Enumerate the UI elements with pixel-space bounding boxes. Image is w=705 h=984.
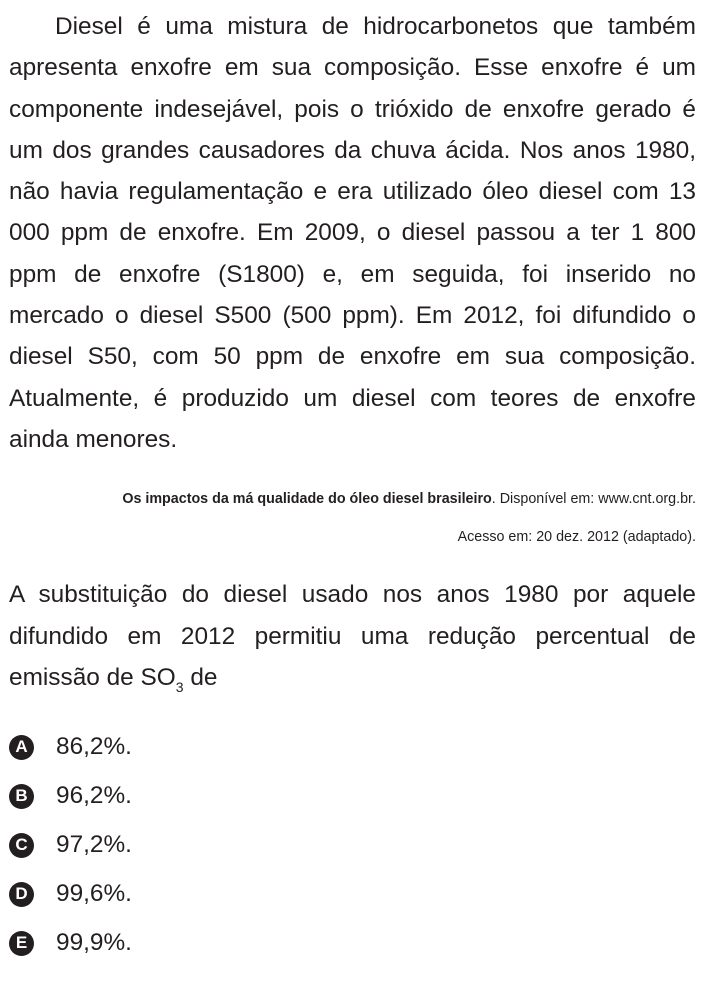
option-text: 99,9%. — [56, 929, 132, 957]
source-available: . Disponível em: www.cnt.org.br. — [491, 491, 696, 508]
option-text: 99,6%. — [56, 880, 132, 908]
option-text: 96,2%. — [56, 782, 132, 810]
question-text-end: de — [183, 663, 218, 691]
question-text: A substituição do diesel usado nos anos 1980 por aquele difundido em 2012 permitiu uma redução percentual de emissão de SO — [9, 581, 696, 691]
option-a[interactable] — [9, 723, 696, 772]
source-access: Acesso em: 20 dez. 2012 (adaptado). — [457, 529, 696, 546]
option-letter-badge: B — [9, 784, 34, 809]
source-line-1 — [9, 489, 696, 509]
question-page — [9, 6, 696, 984]
question-prompt — [9, 574, 696, 698]
question-subscript: 3 — [175, 678, 184, 695]
option-letter-badge: E — [9, 931, 34, 956]
option-text: 97,2%. — [56, 831, 132, 859]
option-letter-badge: C — [9, 833, 34, 858]
source-citation — [9, 489, 696, 547]
option-letter-badge: A — [9, 735, 34, 760]
option-letter-badge: D — [9, 882, 34, 907]
option-b[interactable] — [9, 772, 696, 821]
option-text: 86,2%. — [56, 733, 132, 761]
passage-text: Diesel é uma mistura de hidrocarbonetos que também apresenta enxofre em sua composição. Esse enxofre é um componente indesejável, pois o trióxido de enxofre gerado é um dos grandes causadores da chuva ácida. Nos anos 1980, não havia regulamentação e era utilizado óleo diesel com 13 000 ppm de enxofre. Em 2009, o diesel passou a ter 1 800 ppm de enxofre (S1800) e, em seguida, foi inserido no mercado o diesel S500 (500 ppm). Em 2012, foi difundido o diesel S50, com 50 ppm de enxofre em sua composição. Atualmente, é produzido um diesel com teores de enxofre ainda menores. — [9, 13, 696, 453]
option-c[interactable] — [9, 821, 696, 870]
answer-options — [9, 723, 696, 968]
option-e[interactable] — [9, 919, 696, 968]
source-title: Os impactos da má qualidade do óleo diesel brasileiro — [122, 491, 492, 508]
option-d[interactable] — [9, 870, 696, 919]
